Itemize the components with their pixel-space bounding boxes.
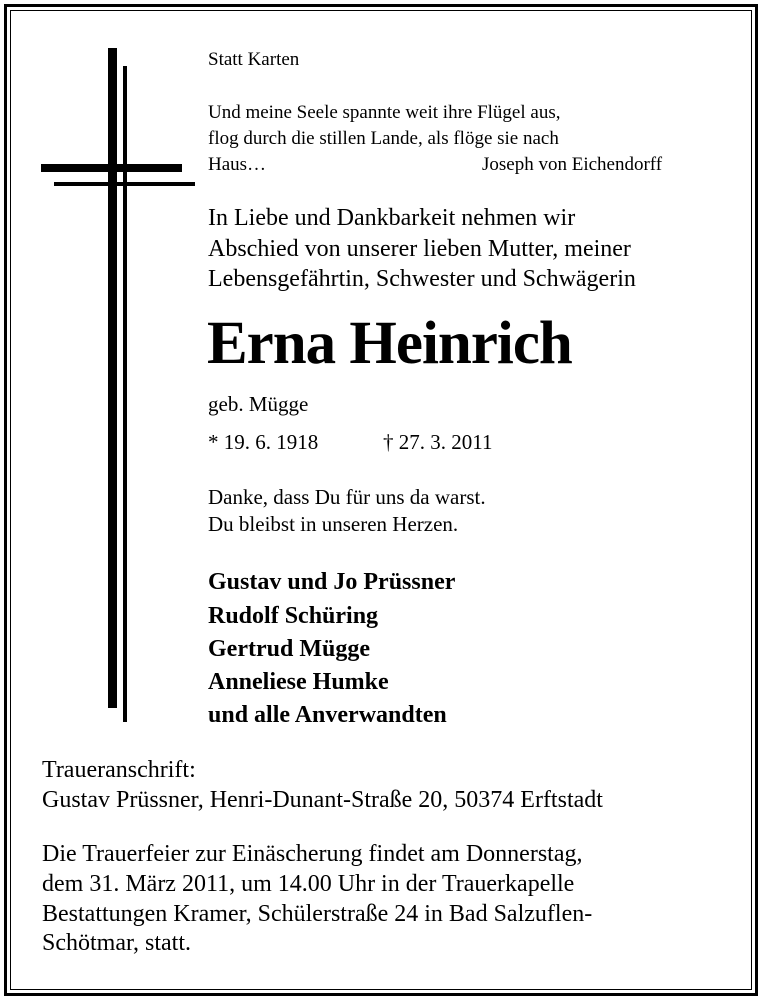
header-statt-karten: Statt Karten [208,49,300,70]
mourner-3: Gertrud Mügge [208,636,370,662]
ceremony-line-4: Schötmar, statt. [42,930,192,956]
death-date: † 27. 3. 2011 [383,430,493,454]
poem-line-2: flog durch die stillen Lande, als flöge sie nach [208,128,559,149]
ceremony-line-2: dem 31. März 2011, um 14.00 Uhr in der Trauerkapelle [42,871,575,897]
thanks-line-2: Du bleibst in unseren Herzen. [208,512,459,536]
birth-date: * 19. 6. 1918 [208,430,319,454]
ceremony-line-1: Die Trauerfeier zur Einäscherung findet am Donnerstag, [42,841,583,867]
address-label: Traueranschrift: [42,757,196,783]
mourner-2: Rudolf Schüring [208,603,379,629]
mourner-4: Anneliese Humke [208,669,389,695]
poem-author: Joseph von Eichendorff [482,154,663,175]
intro-line-2: Abschied von unserer lieben Mutter, meiner [208,236,631,262]
deceased-name: Erna Heinrich [207,310,572,377]
poem-line-3: Haus… [208,154,267,175]
intro-line-1: In Liebe und Dankbarkeit nehmen wir [208,205,576,231]
address-text: Gustav Prüssner, Henri-Dunant-Straße 20, 50374 Erftstadt [42,787,603,813]
intro-line-3: Lebensgefährtin, Schwester und Schwägerin [208,266,636,292]
poem-line-1: Und meine Seele spannte weit ihre Flügel aus, [208,102,561,123]
maiden-name: geb. Mügge [208,392,309,416]
mourner-5: und alle Anverwandten [208,702,447,728]
mourner-1: Gustav und Jo Prüssner [208,569,456,595]
ceremony-line-3: Bestattungen Kramer, Schülerstraße 24 in Bad Salzuflen- [42,901,593,927]
thanks-line-1: Danke, dass Du für uns da warst. [208,485,486,509]
